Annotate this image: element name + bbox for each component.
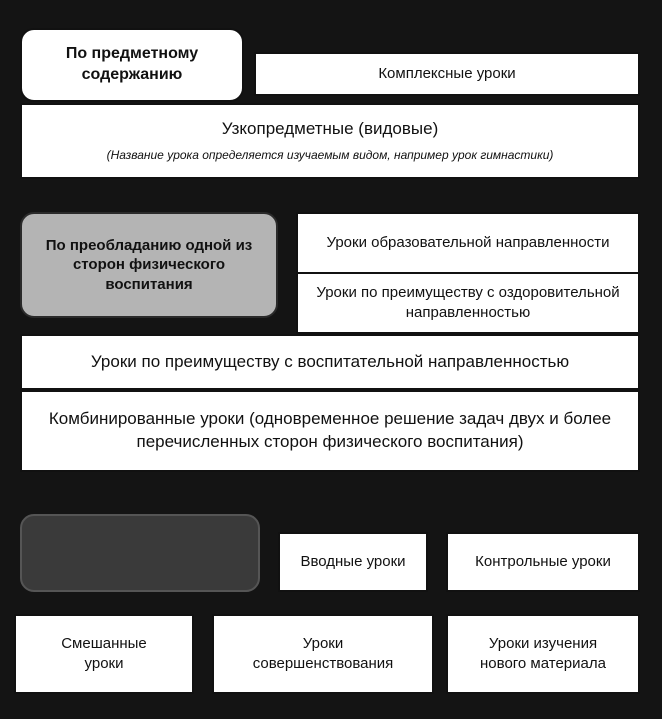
box-improvement-lessons [212, 614, 434, 694]
box-intro-lessons-label: Вводные уроки [300, 552, 406, 570]
category-predominant-side [20, 212, 278, 318]
category-subject-content-label: По предметному содержанию [65, 45, 199, 83]
category-predominant-side-label: По преобладанию одной из сторон физического воспитания [45, 236, 253, 293]
box-educational-lessons-label: Уроки образовательной направленности [326, 233, 610, 251]
box-combined-lessons [20, 390, 640, 472]
box-health-lessons [296, 272, 640, 334]
box-upbringing-lessons-label: Уроки по преимуществу с воспитательной направленностью [90, 351, 570, 371]
box-improvement-lessons-label: Уроки совершенствования [252, 634, 394, 672]
box-mixed-lessons [14, 614, 194, 694]
box-complex-lessons [254, 52, 640, 96]
box-educational-lessons [296, 212, 640, 274]
box-new-material-lessons-label: Уроки изучения нового материала [480, 634, 606, 672]
box-control-lessons-label: Контрольные уроки [475, 552, 611, 570]
box-intro-lessons [278, 532, 428, 592]
box-control-lessons [446, 532, 640, 592]
box-mixed-lessons-label: Смешанные уроки [61, 634, 147, 672]
box-upbringing-lessons [20, 334, 640, 390]
box-narrow-subject-lessons [20, 103, 640, 179]
box-complex-lessons-label: Комплексные уроки [378, 64, 516, 82]
box-new-material-lessons [446, 614, 640, 694]
box-narrow-subject-title: Узкопредметные (видовые) [221, 119, 439, 139]
box-narrow-subject-note: (Название урока определяется изучаемым видом, например урок гимнастики) [106, 148, 554, 163]
category-subject-content [20, 28, 244, 102]
category-section3 [20, 514, 260, 592]
box-health-lessons-label: Уроки по преимуществу с оздоровительной направленностью [316, 283, 620, 321]
box-combined-lessons-label: Комбинированные уроки (одновременное решение задач двух и более перечисленных сторон физического воспитания) [48, 409, 612, 451]
